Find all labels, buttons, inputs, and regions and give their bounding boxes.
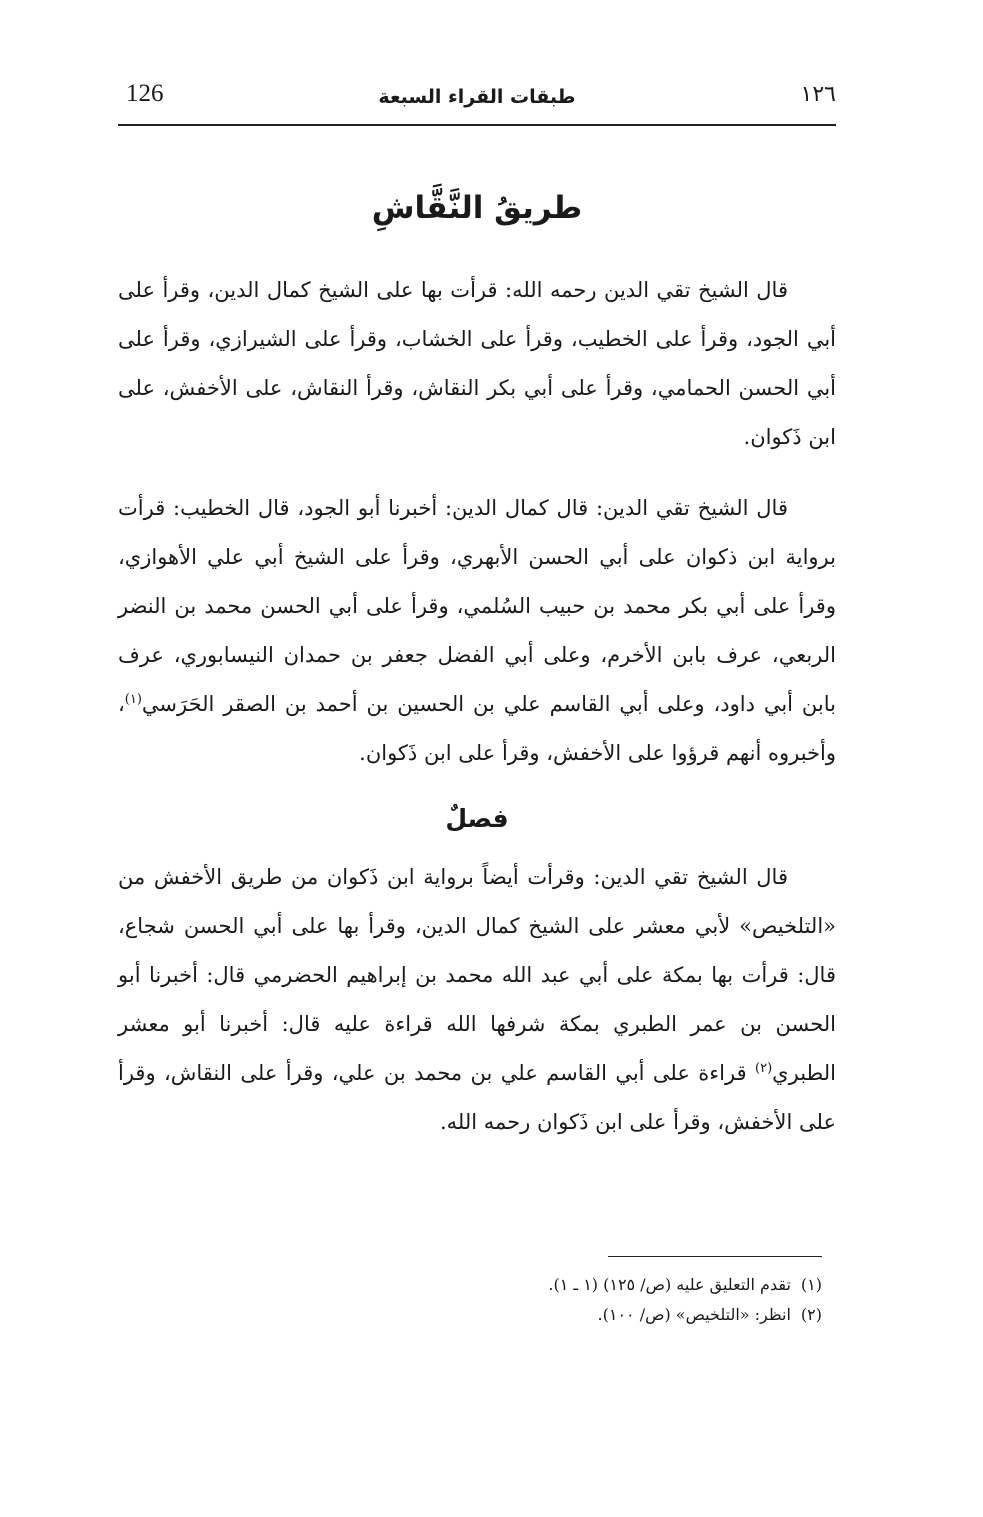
page-number-arabic: ١٢٦ [800, 82, 836, 107]
paragraph-3-text-a: قال الشيخ تقي الدين: وقرأت أيضاً برواية ابن ذَكوان من طريق الأخفش من «التلخيص» لأبي معشر على الشيخ كمال الدين، وقرأ بها على أبي الحسن شجاع، قال: قرأت بها بمكة على أبي عبد الله محمد بن إبراهيم الحضرمي قال: أخبرنا أبو الحسن بن عمر الطبري بمكة شرفها الله قراءة عليه قال: أخبرنا أبو معشر الطبري [118, 865, 836, 1085]
paragraph-2-text-a: قال الشيخ تقي الدين: قال كمال الدين: أخبرنا أبو الجود، قال الخطيب: قرأت برواية ابن ذكوان على أبي الحسن الأبهري، وقرأ على الشيخ أبي علي الأهوازي، وقرأ على أبي بكر محمد بن حبيب السُلمي، وقرأ على أبي الحسن محمد بن النضر الربعي، عرف بابن الأخرم، وعلى أبي الفضل جعفر بن حمدان النيسابوري، عرف بابن أبي داود، وعلى أبي القاسم علي بن الحسين بن أحمد بن الصقر الحَرَسي [118, 496, 836, 716]
page-header [118, 78, 836, 118]
paragraph-1-text: قال الشيخ تقي الدين رحمه الله: قرأت بها على الشيخ كمال الدين، وقرأ على أبي الجود، وقرأ على الخطيب، وقرأ على الخشاب، وقرأ على الشيرازي، وقرأ على أبي الحسن الحمامي، وقرأ على أبي بكر النقاش، وقرأ النقاش، على الأخفش، على ابن ذَكوان. [118, 278, 836, 449]
paragraph-2 [118, 484, 836, 778]
footnote-ref-1[interactable]: (١) [124, 692, 142, 707]
header-rule [118, 124, 836, 126]
footnote-1 [400, 1270, 822, 1300]
paragraph-3 [118, 853, 836, 1147]
footnote-2-marker: (٢) [800, 1305, 822, 1324]
section-heading-naqqash: طريقُ النَّقَّاشِ [371, 190, 583, 226]
footnote-rule [608, 1256, 822, 1257]
page-number-latin: 126 [126, 80, 164, 107]
paragraph-2-text-b: ، وأخبروه أنهم قرؤوا على الأخفش، وقرأ على ابن ذَكوان. [118, 692, 836, 765]
running-title: طبقات القراء السبعة [378, 86, 576, 108]
footnote-2 [400, 1300, 822, 1330]
main-text [118, 190, 836, 1169]
paragraph-3-text-b: قراءة على أبي القاسم علي بن محمد بن علي، وقرأ على النقاش، وقرأ على الأخفش، وقرأ على ابن ذَكوان رحمه الله. [118, 1061, 836, 1134]
section-heading-fasl: فصلٌ [445, 804, 509, 833]
footnote-1-text: تقدم التعليق عليه (ص/ ١٢٥) (١ ـ ١). [548, 1275, 791, 1294]
footnote-2-text: انظر: «التلخيص» (ص/ ١٠٠). [597, 1305, 791, 1324]
footnote-1-marker: (١) [800, 1275, 822, 1294]
footnote-ref-2[interactable]: (٢) [755, 1061, 773, 1076]
paragraph-1 [118, 266, 836, 462]
footnotes [400, 1270, 822, 1330]
